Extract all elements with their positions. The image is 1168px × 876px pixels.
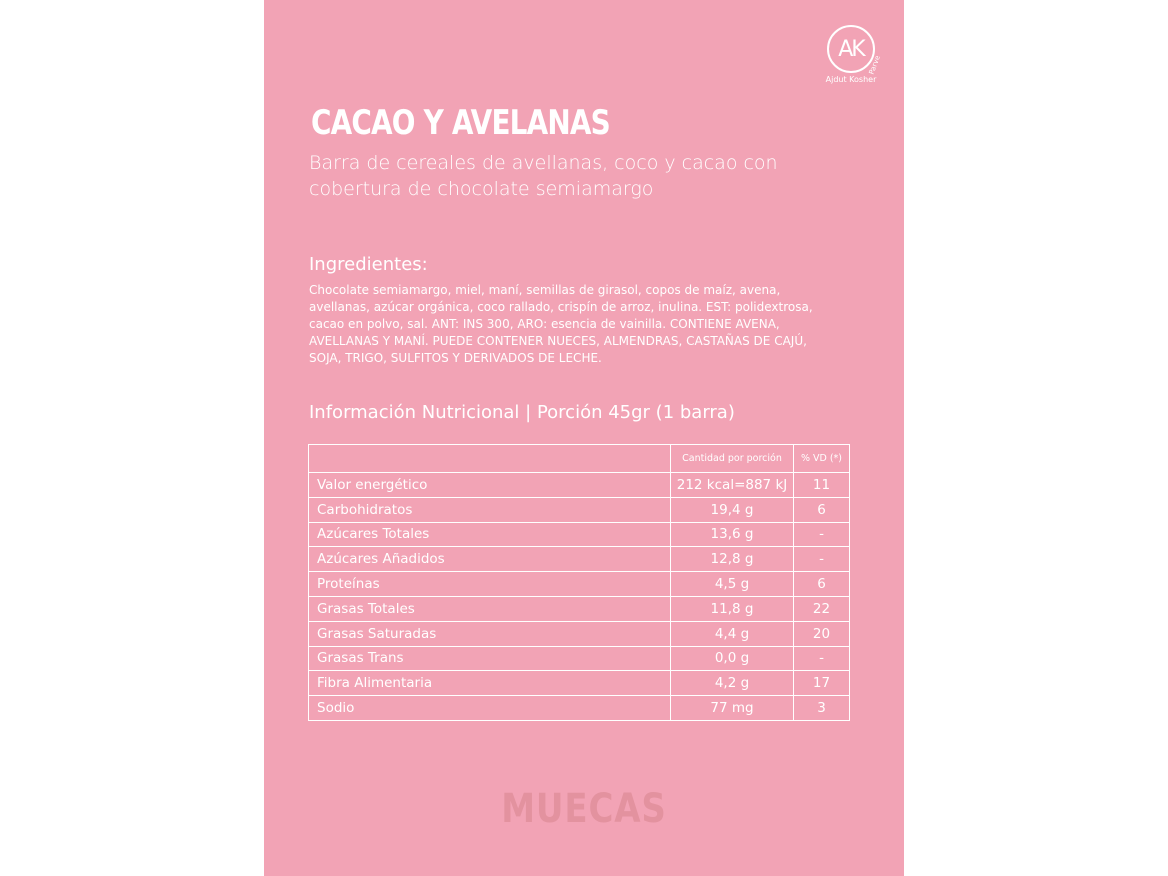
table-row <box>309 547 850 572</box>
nutrient-amount: 0,0 g <box>671 646 794 671</box>
nutrient-name: Proteínas <box>309 572 671 597</box>
nutrient-amount: 12,8 g <box>671 547 794 572</box>
ingredients-heading: Ingredientes: <box>309 254 428 275</box>
table-row <box>309 671 850 696</box>
nutrient-amount: 11,8 g <box>671 596 794 621</box>
nutrient-amount: 4,5 g <box>671 572 794 597</box>
nutrient-dv: - <box>794 646 850 671</box>
nutrient-name: Valor energético <box>309 473 671 498</box>
column-header-dv: % VD (*) <box>794 445 850 473</box>
product-card <box>264 0 904 876</box>
nutrient-amount: 4,4 g <box>671 621 794 646</box>
table-row <box>309 497 850 522</box>
table-row <box>309 696 850 721</box>
kosher-mark: AK <box>838 36 864 62</box>
nutrient-name: Carbohidratos <box>309 497 671 522</box>
nutrient-amount: 212 kcal=887 kJ <box>671 473 794 498</box>
nutrient-name: Sodio <box>309 696 671 721</box>
nutrient-dv: - <box>794 522 850 547</box>
nutrient-dv: 3 <box>794 696 850 721</box>
kosher-seal-icon <box>827 25 883 76</box>
nutrient-dv: 17 <box>794 671 850 696</box>
nutrient-dv: 22 <box>794 596 850 621</box>
column-header-amount: Cantidad por porción <box>671 445 794 473</box>
kosher-badge <box>823 25 883 91</box>
nutrient-amount: 13,6 g <box>671 522 794 547</box>
kosher-label: Ajdut Kosher <box>825 75 877 84</box>
ingredients-text: Chocolate semiamargo, miel, maní, semillas de girasol, copos de maíz, avena, avellanas, azúcar orgánica, coco rallado, crispín de arroz, inulina. EST: polidextrosa, cacao en polvo, sal. ANT: INS 300, ARO: esencia de vainilla. CONTIENE AVENA, AVELLANAS Y MANÍ. PUEDE CONTENER NUECES, ALMENDRAS, CASTAÑAS DE CAJÚ, SOJA, TRIGO, SULFITOS Y DERIVADOS DE LECHE. <box>309 283 813 365</box>
table-row <box>309 473 850 498</box>
product-subtitle: Barra de cereales de avellanas, coco y cacao con cobertura de chocolate semiamargo <box>309 152 778 200</box>
nutrient-name: Grasas Trans <box>309 646 671 671</box>
nutrient-name: Grasas Totales <box>309 596 671 621</box>
nutrient-dv: 6 <box>794 572 850 597</box>
nutrient-name: Fibra Alimentaria <box>309 671 671 696</box>
nutrition-header-row <box>309 445 850 473</box>
nutrition-heading: Información Nutricional | Porción 45gr (1 barra) <box>309 402 735 423</box>
nutrient-dv: 11 <box>794 473 850 498</box>
nutrient-name: Azúcares Totales <box>309 522 671 547</box>
nutrient-dv: 6 <box>794 497 850 522</box>
nutrient-dv: 20 <box>794 621 850 646</box>
table-row <box>309 596 850 621</box>
product-title: CACAO Y AVELANAS <box>311 103 610 143</box>
nutrient-amount: 77 mg <box>671 696 794 721</box>
nutrition-rows <box>309 473 850 721</box>
table-row <box>309 522 850 547</box>
column-header-nutrient <box>309 445 671 473</box>
brand-logo: MUECAS <box>501 786 667 832</box>
nutrient-dv: - <box>794 547 850 572</box>
nutrient-name: Grasas Saturadas <box>309 621 671 646</box>
table-row <box>309 646 850 671</box>
nutrient-amount: 4,2 g <box>671 671 794 696</box>
nutrient-amount: 19,4 g <box>671 497 794 522</box>
nutrient-name: Azúcares Añadidos <box>309 547 671 572</box>
table-row <box>309 621 850 646</box>
kosher-parve: Parve <box>868 54 883 76</box>
table-row <box>309 572 850 597</box>
nutrition-table <box>308 444 850 721</box>
